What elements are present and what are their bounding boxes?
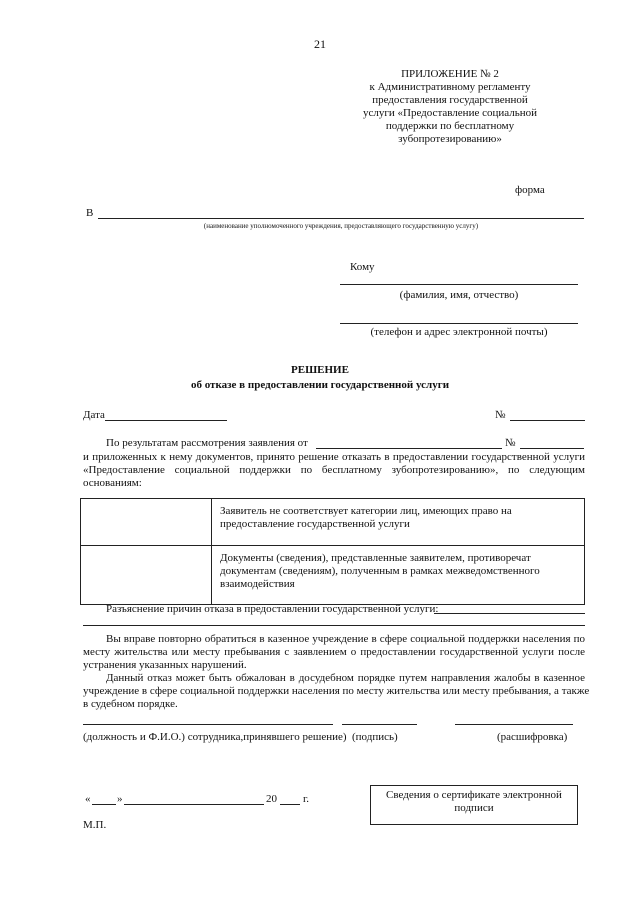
date-open-quote: « [85, 793, 91, 805]
institution-field-line[interactable] [98, 218, 584, 219]
year-prefix: 20 [266, 793, 277, 805]
institution-caption: (наименование уполномоченного учреждения, предоставляющего государственную услугу) [203, 222, 479, 230]
page-number: 21 [314, 37, 326, 51]
explanation-label: Разъяснение причин отказа в предоставлении государственной услуги: [106, 603, 439, 615]
appendix-line: к Административному регламенту [369, 81, 531, 93]
date-close-quote: » [117, 793, 123, 805]
signature-line[interactable] [342, 724, 417, 725]
reasons-table [80, 498, 585, 605]
year-suffix: г. [303, 793, 310, 805]
reason-text: Документы (сведения), представленные заявителем, противоречат документам (сведениям), полученным в рамках межведомственного взаимодействия [212, 546, 585, 605]
day-field-line[interactable] [92, 804, 116, 805]
reason-text: Заявитель не соответствует категории лиц, имеющих право на предоставление государственной услуги [212, 499, 585, 546]
reason-row [81, 546, 585, 605]
reason-checkbox-cell[interactable] [81, 499, 212, 546]
decode-caption: (расшифровка) [497, 731, 568, 743]
appendix-title: ПРИЛОЖЕНИЕ № 2 [401, 68, 499, 80]
body-line1-start: По результатам рассмотрения заявления от [106, 437, 308, 449]
number-label: № [495, 409, 506, 421]
application-date-line[interactable] [316, 448, 502, 449]
body-line4: основаниям: [83, 477, 142, 489]
appendix-line: предоставления государственной [372, 94, 528, 106]
year-field-line[interactable] [280, 804, 300, 805]
reason-checkbox-cell[interactable] [81, 546, 212, 605]
signature-caption: (подпись) [352, 731, 398, 743]
application-number-line[interactable] [520, 448, 584, 449]
date-label: Дата [83, 409, 105, 421]
recipient-name-line[interactable] [340, 284, 578, 285]
notice-p2-last: в судебном порядке. [83, 698, 178, 710]
body-line2: и приложенных к нему документов, принято решение отказать в предоставлении государственной услуги [83, 451, 585, 463]
certificate-info-box: Сведения о сертификате электронной подписи [370, 785, 578, 825]
explanation-field-line-2[interactable] [83, 625, 585, 626]
stamp-label: М.П. [83, 819, 107, 831]
body-line1-num: № [505, 437, 516, 449]
position-caption: (должность и Ф.И.О.) сотрудника,принявшего решение) [83, 731, 347, 743]
appendix-line: поддержки по бесплатному [385, 120, 515, 132]
number-field-line[interactable] [510, 420, 585, 421]
recipient-name-caption: (фамилия, имя, отчество) [399, 289, 519, 301]
form-label: форма [515, 184, 545, 196]
appendix-line: зубопротезированию» [398, 133, 502, 145]
position-signature-line[interactable] [83, 724, 333, 725]
body-line3: «Предоставление социальной поддержки по бесплатному зубопротезированию», по следующим [83, 464, 585, 476]
notice-p1-line: месту жительства или месту пребывания с заявлением о предоставлении государственной услуги после [83, 646, 585, 658]
notice-p2-line: Данный отказ может быть обжалован в досудебном порядке путем направления жалобы в казенное [106, 672, 585, 684]
recipient-label: Кому [350, 261, 375, 273]
decision-subtitle: об отказе в предоставлении государственной услуги [190, 379, 450, 391]
date-field-line[interactable] [105, 420, 227, 421]
recipient-contact-line[interactable] [340, 323, 578, 324]
institution-prefix: В [86, 207, 94, 219]
recipient-contact-caption: (телефон и адрес электронной почты) [370, 326, 548, 338]
reason-row [81, 499, 585, 546]
notice-p2-line: учреждение в сфере социальной поддержки населения по месту жительства или месту пребывания, а также [83, 685, 590, 697]
decision-title: РЕШЕНИЕ [291, 364, 349, 376]
decode-signature-line[interactable] [455, 724, 573, 725]
month-field-line[interactable] [124, 804, 264, 805]
notice-p1-line: Вы вправе повторно обратиться в казенное учреждение в сфере социальной поддержки населения по [106, 633, 585, 645]
appendix-line: услуги «Предоставление социальной [362, 107, 538, 119]
notice-p1-last: устранения указанных нарушений. [83, 659, 247, 671]
explanation-field-line[interactable] [434, 613, 585, 614]
